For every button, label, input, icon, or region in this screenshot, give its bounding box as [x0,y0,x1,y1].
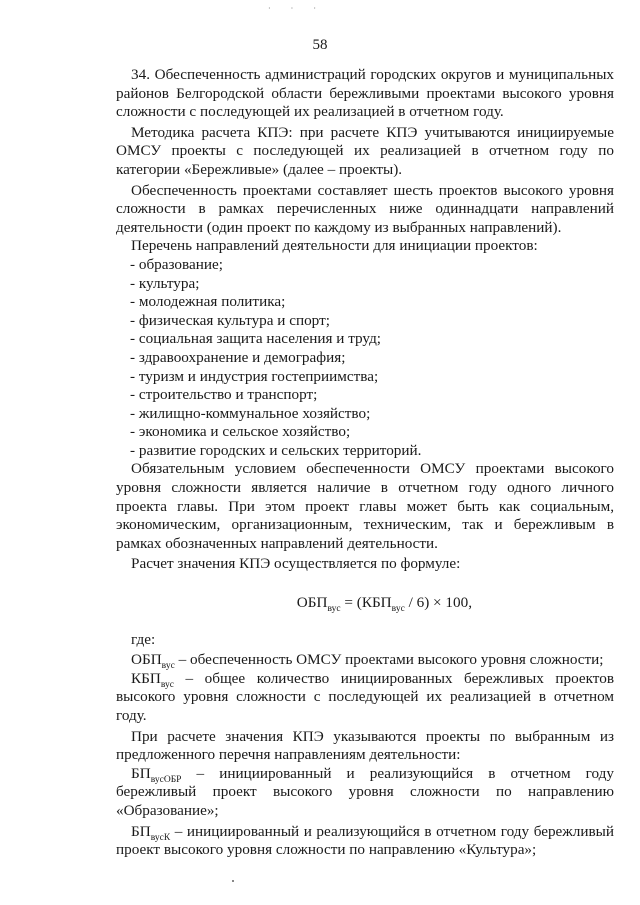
definition-text: – обеспеченность ОМСУ проектами высокого уровня сложности; [174,651,604,669]
formula-intro: Расчет значения КПЭ осуществляется по формуле: [131,555,461,573]
scan-speck [232,880,234,882]
list-item: - строительство и транспорт; [130,386,318,404]
kpi-formula [116,594,614,613]
definition-text: – общее количество инициированных бережливых проектов высокого уровня сложности с последующей их реализацией в отчетном году. [116,669,614,724]
definition-text: – инициированный и реализующийся в отчетном году бережливый проект высокого уровня сложности по направлению «Образование»; [116,764,614,819]
list-item: - социальная защита населения и труд; [130,330,382,348]
formula-lhs: ОБП [296,594,328,612]
definition-term-sub: вус [161,661,175,672]
kpi-heading-paragraph: 34. Обеспеченность администраций городских округов и муниципальных районов Белгородской области бережливыми проектами высокого уровня сложности с последующей их реализацией в отчетном году. [116,66,614,121]
list-item: - жилищно-коммунальное хозяйство; [130,404,371,422]
list-item: - культура; [130,274,200,292]
mandatory-condition-paragraph: Обязательным условием обеспеченности ОМСУ проектами высокого уровня сложности является наличие в отчетном году одного личного проекта главы. При этом проект главы может быть как социальным, экономическим, организационным, техническим, так и бережливым в рамках обозначенных направлений деятельности. [116,460,614,552]
list-item: - образование; [130,255,223,273]
directions-list [116,256,614,461]
formula-rest: / 6) × 100, [404,594,472,612]
formula-eq: = (КБП [340,594,392,612]
page-number: 58 [312,37,328,53]
formula-mid-sub: вус [391,604,405,615]
definition-bp-k [116,823,614,860]
definition-term-sub: вус [160,679,174,690]
list-item: - развитие городских и сельских территорий. [130,441,422,459]
list-item: - молодежная политика; [130,293,286,311]
coverage-paragraph: Обеспеченность проектами составляет шесть проектов высокого уровня сложности в рамках перечисленных ниже одиннадцати направлений деятельности (один проект по каждому из выбранных направлений). [116,181,614,236]
list-item: - экономика и сельское хозяйство; [130,423,351,441]
definition-term: БП [131,822,151,840]
where-label: где: [131,630,156,648]
methodology-paragraph: Методика расчета КПЭ: при расчете КПЭ учитываются инициируемые ОМСУ проекты с последующей их реализацией в отчетном году по категории «Бережливые» (далее – проекты). [116,123,614,178]
definition-term: БП [131,764,151,782]
definition-term-sub: вусОБР [150,774,182,785]
definition-bp-obr [116,765,614,821]
scan-specks: · · · [268,4,325,13]
definition-text: – инициированный и реализующийся в отчетном году бережливый проект высокого уровня сложности по направлению «Культура»; [116,822,614,859]
definition-term-sub: вусК [150,832,171,843]
list-item: - физическая культура и спорт; [130,311,330,329]
document-body [116,66,614,860]
definition-term: КБП [131,669,161,687]
formula-lhs-sub: вус [327,604,341,615]
definition-obp [116,651,614,670]
list-item: - туризм и индустрия гостеприимства; [130,367,379,385]
definition-term: ОБП [131,651,162,669]
definition-kbp [116,670,614,726]
list-item: - здравоохранение и демография; [130,348,346,366]
directions-intro: Перечень направлений деятельности для инициации проектов: [131,237,538,255]
projects-paragraph: При расчете значения КПЭ указываются проекты по выбранным из предложенного перечня направлениям деятельности: [116,727,614,764]
